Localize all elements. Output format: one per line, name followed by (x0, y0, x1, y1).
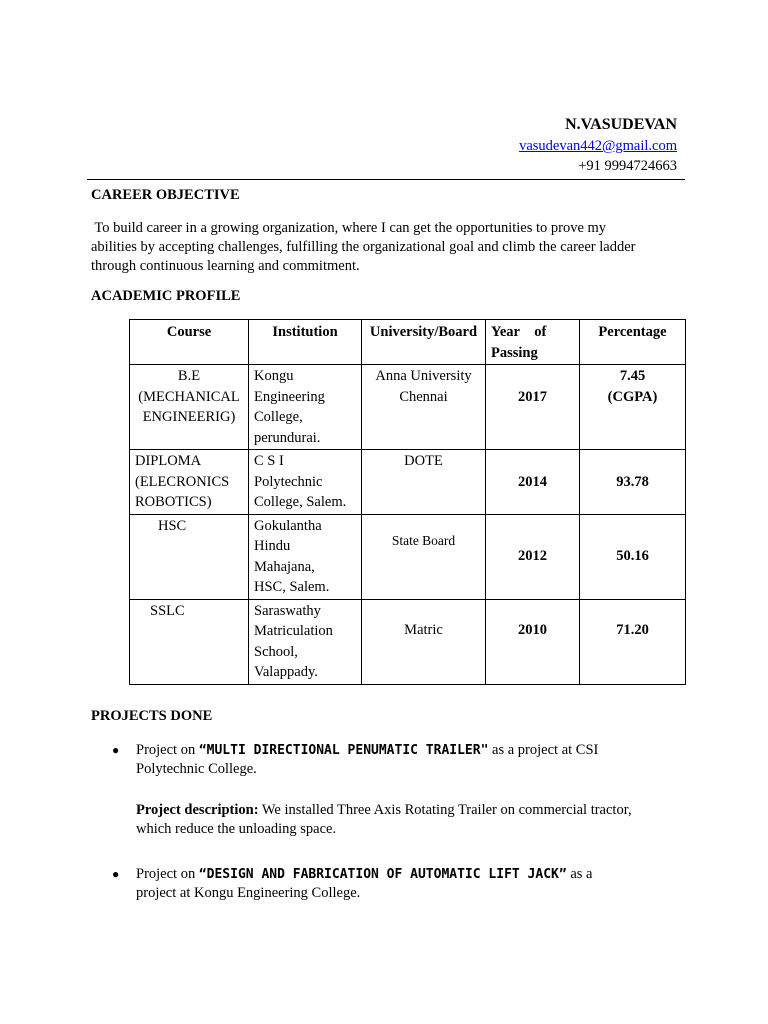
description-text: We installed Three Axis Rotating Trailer on commercial tractor, (258, 802, 632, 818)
project-text (136, 865, 592, 903)
cell-line: Hindu (254, 538, 291, 554)
board-cell: Matric (362, 599, 486, 684)
course-cell: HSC (130, 514, 249, 599)
header-divider (87, 179, 685, 180)
column-header: Course (130, 320, 249, 365)
cell-line: 7.45 (619, 368, 646, 384)
cell-line: (ELECRONICS (135, 473, 230, 490)
project-suffix: as a (566, 866, 593, 882)
project-title: “MULTI DIRECTIONAL PENUMATIC TRAILER" (198, 743, 489, 758)
cell-line: Gokulantha (254, 517, 322, 534)
description-label: Project description: (136, 802, 259, 818)
project-item (112, 865, 682, 903)
year-cell: 2010 (486, 599, 580, 684)
column-header-line: Passing (491, 344, 538, 361)
table-row (130, 365, 686, 450)
course-cell: SSLC (130, 599, 249, 684)
cell-line: Kongu (254, 368, 294, 384)
project-line (136, 741, 632, 760)
bullet-row (112, 741, 682, 839)
cell-line: Anna University (375, 368, 472, 384)
career-objective-text (91, 219, 681, 276)
cell-line: C S I (254, 453, 284, 469)
column-header: Institution (249, 320, 362, 365)
cell-line: Valappady. (254, 664, 318, 680)
project-description (136, 801, 632, 820)
course-cell (130, 450, 249, 515)
email-link[interactable]: vasudevan442@gmail.com (519, 138, 677, 154)
project-suffix: as a project at CSI (488, 742, 599, 758)
project-line (136, 865, 592, 884)
cell-line: Polytechnic (254, 473, 323, 490)
project-line: project at Kongu Engineering College. (136, 885, 361, 901)
contact-header (519, 114, 677, 176)
percentage-cell: 50.16 (580, 514, 686, 599)
project-item (112, 741, 682, 839)
bullet-icon: ● (112, 867, 120, 881)
cell-line: Engineering (254, 388, 325, 405)
academic-table (129, 319, 686, 685)
cell-line: Matriculation (254, 623, 333, 639)
career-line: To build career in a growing organization, where I can get the opportunities to prove my (91, 220, 607, 236)
project-line: Polytechnic College. (136, 761, 257, 777)
year-cell: 2014 (486, 450, 580, 515)
cell-line: Mahajana, (254, 558, 315, 575)
institution-cell (249, 365, 362, 450)
course-cell (130, 365, 249, 450)
spacer (136, 779, 632, 801)
year-cell: 2017 (486, 365, 580, 450)
bullet-icon: ● (112, 743, 120, 757)
career-objective-heading: CAREER OBJECTIVE (91, 187, 240, 203)
column-header: University/Board (362, 320, 486, 365)
candidate-name: N.VASUDEVAN (565, 116, 677, 133)
column-header-line: Year of (491, 324, 547, 340)
bullet-row (112, 865, 682, 903)
cell-line: B.E (177, 368, 201, 384)
percentage-cell: 71.20 (580, 599, 686, 684)
cell-line: School, (254, 643, 298, 660)
table-row (130, 599, 686, 684)
cell-line: Saraswathy (254, 602, 321, 619)
board-cell: DOTE (362, 450, 486, 515)
cell-line: College, (254, 409, 303, 425)
column-header: Percentage (580, 320, 686, 365)
project-prefix: Project on (136, 866, 199, 882)
cell-line: HSC, Salem. (254, 579, 330, 595)
description-line: which reduce the unloading space. (136, 821, 337, 837)
cell-line: DIPLOMA (135, 453, 202, 469)
table-header-row (130, 320, 686, 365)
table-row (130, 450, 686, 515)
cell-line: Chennai (399, 388, 448, 405)
institution-cell (249, 514, 362, 599)
cell-line: College, Salem. (254, 494, 347, 510)
project-prefix: Project on (136, 742, 199, 758)
percentage-cell: 93.78 (580, 450, 686, 515)
projects-heading: PROJECTS DONE (91, 708, 213, 724)
career-line: through continuous learning and commitment. (91, 258, 360, 274)
project-text (136, 741, 632, 839)
phone-number: +91 9994724663 (578, 158, 677, 174)
cell-line: ROBOTICS) (135, 494, 212, 510)
academic-profile-heading: ACADEMIC PROFILE (91, 288, 241, 304)
cell-line: perundurai. (254, 429, 321, 446)
project-title: “DESIGN AND FABRICATION OF AUTOMATIC LIFT JACK” (198, 867, 567, 882)
cell-line: ENGINEERIG) (142, 409, 236, 425)
cell-line: (CGPA) (607, 388, 658, 405)
cell-line: (MECHANICAL (138, 388, 240, 405)
table-row (130, 514, 686, 599)
year-cell: 2012 (486, 514, 580, 599)
career-line: abilities by accepting challenges, fulfilling the organizational goal and climb the career ladder (91, 239, 636, 255)
institution-cell (249, 599, 362, 684)
board-cell: State Board (362, 514, 486, 599)
institution-cell (249, 450, 362, 515)
percentage-cell (580, 365, 686, 450)
column-header (486, 320, 580, 365)
board-cell (362, 365, 486, 450)
